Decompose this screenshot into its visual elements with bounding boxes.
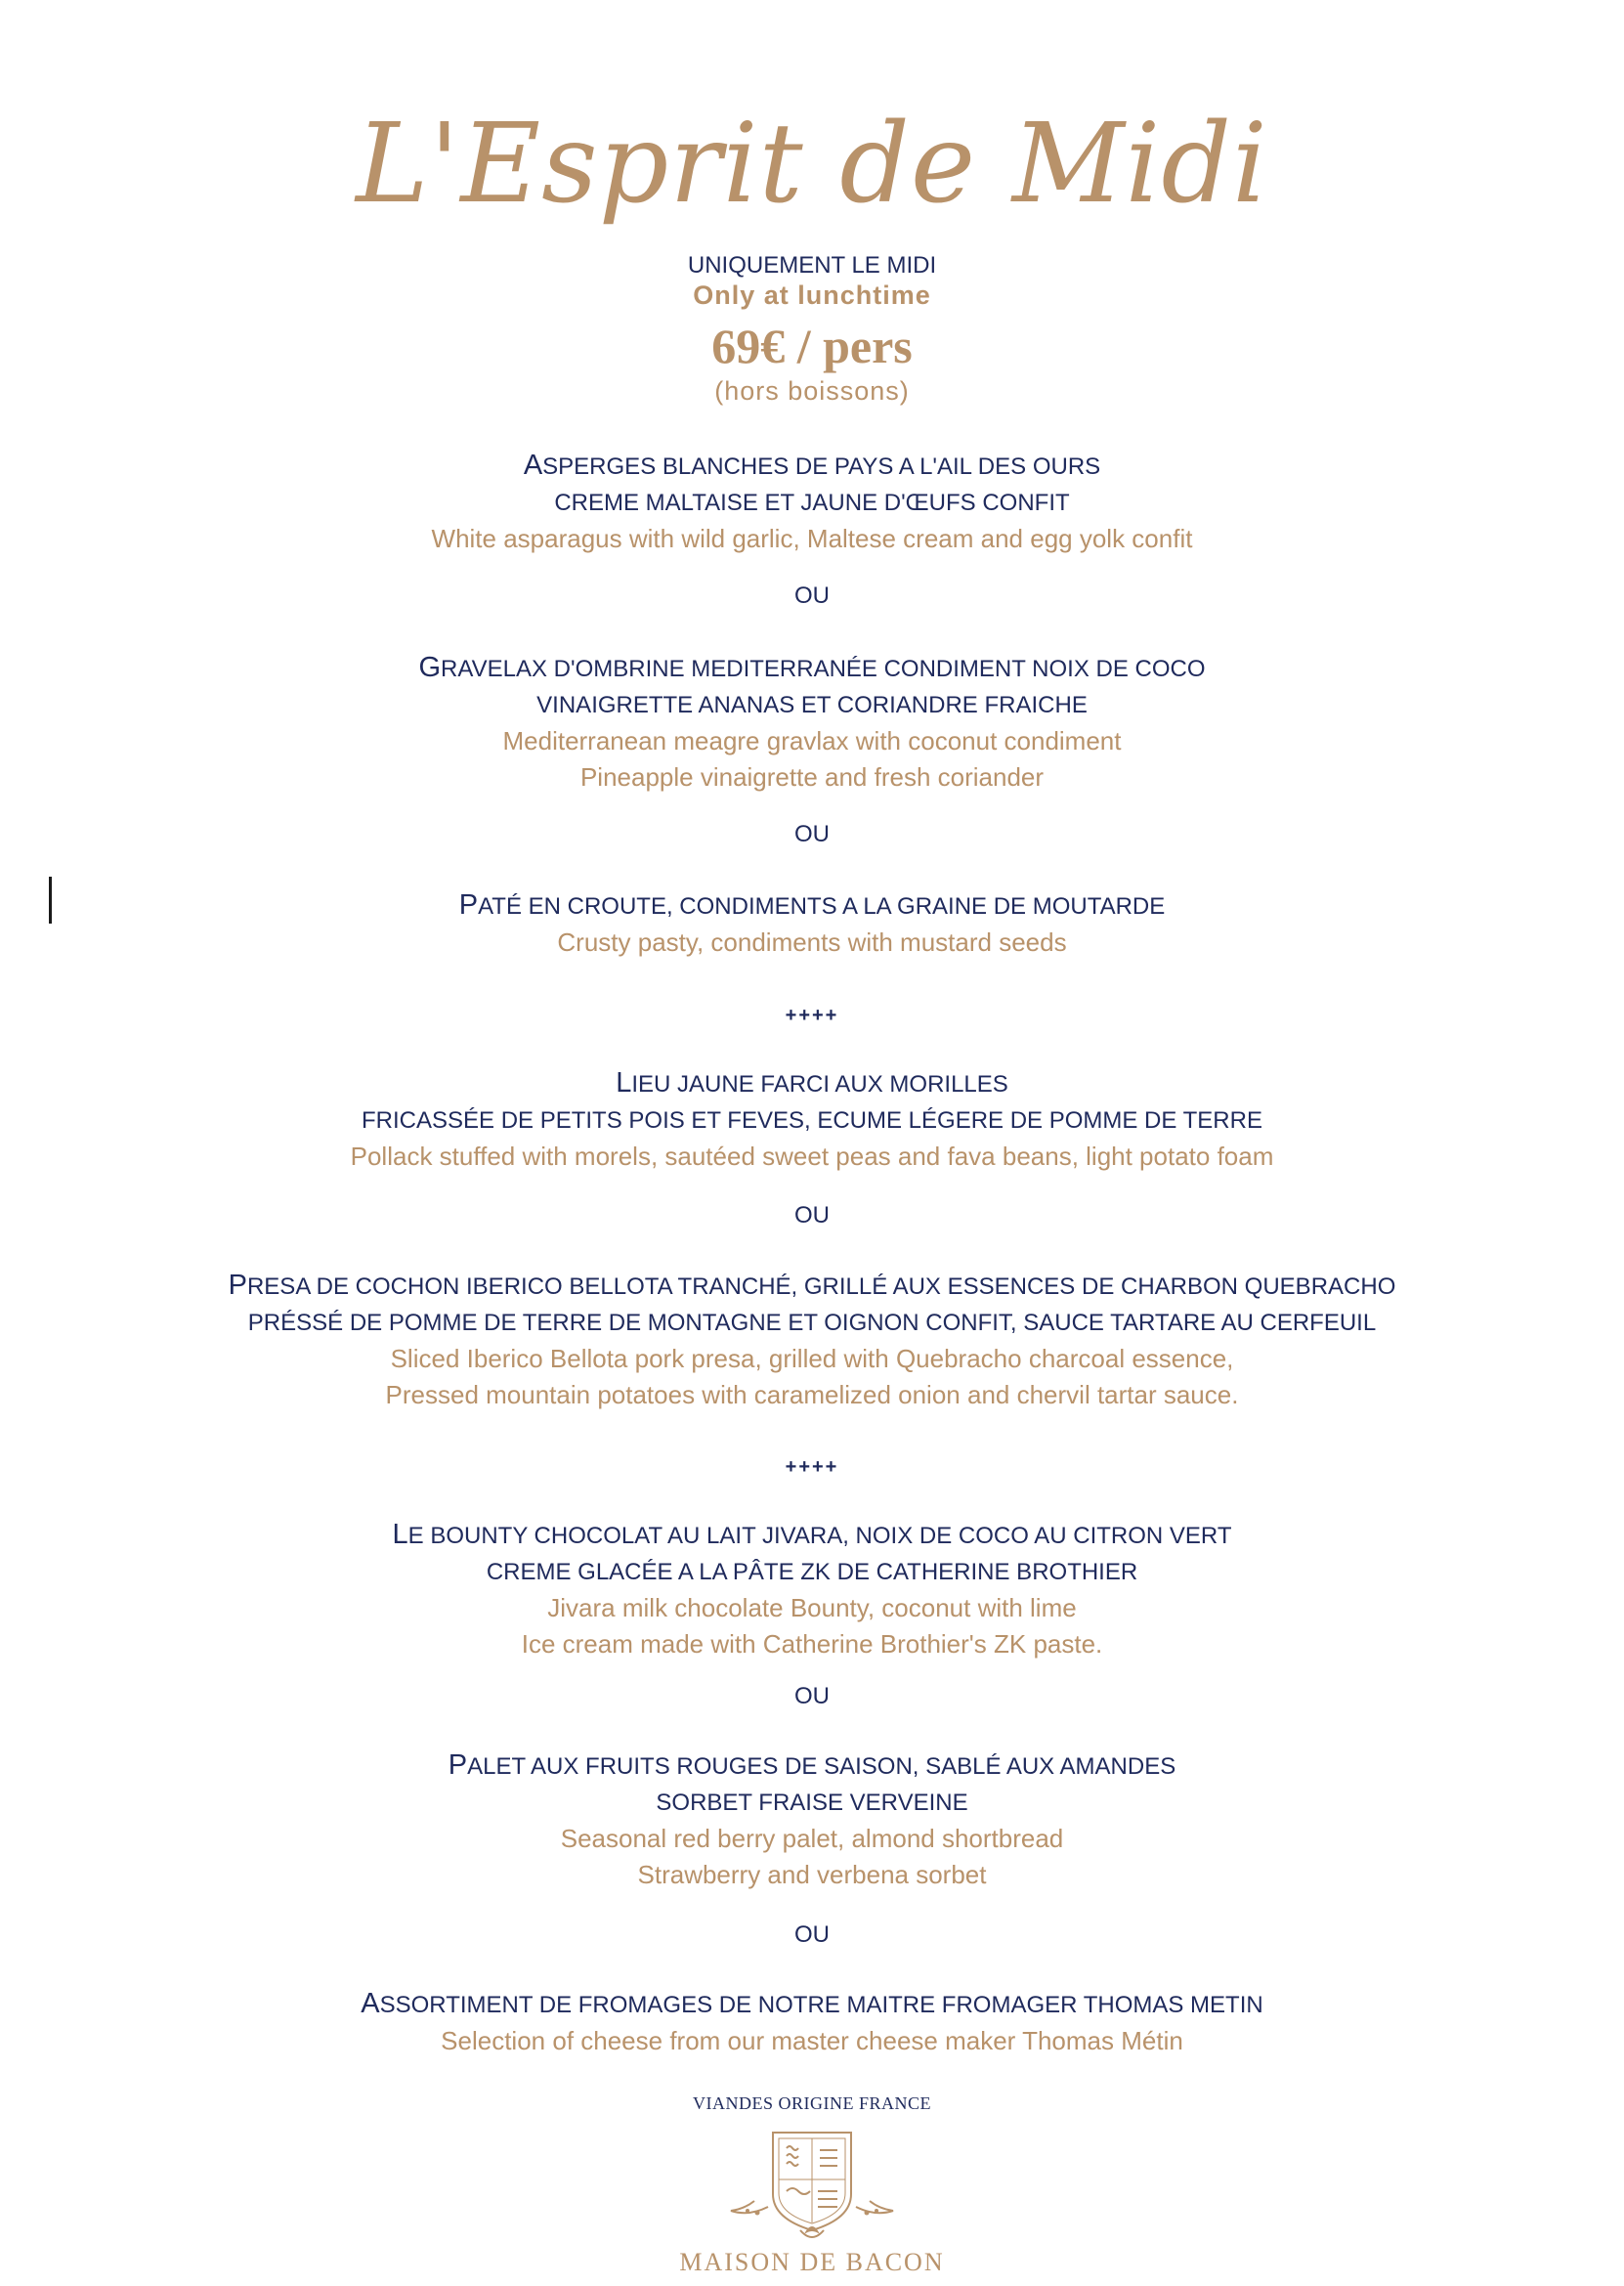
dish-title-fr: GRAVELAX D'OMBRINE MEDITERRANÉE CONDIMENT NOIX DE COCO bbox=[418, 652, 1206, 683]
dish-bounty bbox=[0, 1517, 1624, 1662]
dish-description-en: Selection of cheese from our master cheese maker Thomas Métin bbox=[441, 2026, 1183, 2055]
or-divider: OU bbox=[794, 1202, 830, 1229]
or-divider: OU bbox=[794, 1683, 830, 1709]
dish-palet-fruits-rouges bbox=[0, 1747, 1624, 1893]
lunch-only-fr: UNIQUEMENT LE MIDI bbox=[687, 252, 937, 279]
meat-origin-note: VIANDES ORIGINE FRANCE bbox=[693, 2093, 931, 2113]
dish-description-en-2: Pressed mountain potatoes with caramelized onion and chervil tartar sauce. bbox=[385, 1380, 1239, 1409]
dish-subtitle-fr: CREME MALTAISE ET JAUNE D'ŒUFS CONFIT bbox=[554, 490, 1070, 516]
dish-pate-en-croute bbox=[0, 887, 1624, 961]
maison-de-bacon-logo bbox=[714, 2121, 910, 2258]
dish-description-en: Crusty pasty, condiments with mustard seeds bbox=[557, 927, 1067, 957]
dish-description-en: Jivara milk chocolate Bounty, coconut with lime bbox=[547, 1593, 1077, 1622]
dish-subtitle-fr: CREME GLACÉE A LA PÂTE ZK DE CATHERINE BROTHIER bbox=[486, 1559, 1138, 1585]
or-divider: OU bbox=[794, 821, 830, 847]
brand-name: MAISON DE BACON bbox=[679, 2248, 945, 2276]
dish-title-fr: PATÉ EN CROUTE, CONDIMENTS A LA GRAINE DE MOUTARDE bbox=[458, 889, 1166, 921]
dish-description-en-2: Pineapple vinaigrette and fresh coriander bbox=[579, 762, 1045, 792]
dish-presa-iberico bbox=[0, 1268, 1624, 1413]
dish-asperges bbox=[0, 448, 1624, 557]
dish-subtitle-fr: PRÉSSÉ DE POMME DE TERRE DE MONTAGNE ET OIGNON CONFIT, SAUCE TARTARE AU CERFEUIL bbox=[247, 1310, 1377, 1336]
dish-title-fr: PALET AUX FRUITS ROUGES DE SAISON, SABLÉ AUX AMANDES bbox=[448, 1749, 1176, 1781]
or-divider: OU bbox=[794, 582, 830, 609]
dish-description-en: Sliced Iberico Bellota pork presa, grilled with Quebracho charcoal essence, bbox=[390, 1344, 1234, 1373]
dish-title-fr: LE BOUNTY CHOCOLAT AU LAIT JIVARA, NOIX DE COCO AU CITRON VERT bbox=[392, 1519, 1232, 1550]
dish-description-en-2: Ice cream made with Catherine Brothier's ZK paste. bbox=[521, 1629, 1103, 1659]
or-divider: OU bbox=[794, 1921, 830, 1948]
dish-description-en: Pollack stuffed with morels, sautéed sweet peas and fava beans, light potato foam bbox=[350, 1142, 1274, 1171]
dish-title-fr: LIEU JAUNE FARCI AUX MORILLES bbox=[616, 1067, 1008, 1099]
dish-gravelax bbox=[0, 650, 1624, 796]
dish-subtitle-fr: VINAIGRETTE ANANAS ET CORIANDRE FRAICHE bbox=[536, 692, 1088, 718]
dish-subtitle-fr: SORBET FRAISE VERVEINE bbox=[656, 1790, 968, 1816]
menu-title: L'Esprit de Midi bbox=[356, 101, 1268, 228]
course-separator: ++++ bbox=[785, 1456, 839, 1478]
price-note: (hors boissons) bbox=[714, 376, 910, 406]
dish-title-fr: ASSORTIMENT DE FROMAGES DE NOTRE MAITRE FROMAGER THOMAS METIN bbox=[361, 1988, 1263, 2019]
dish-description-en: Seasonal red berry palet, almond shortbread bbox=[560, 1824, 1064, 1853]
dish-title-fr: PRESA DE COCHON IBERICO BELLOTA TRANCHÉ, GRILLÉ AUX ESSENCES DE CHARBON QUEBRACHO bbox=[228, 1270, 1396, 1301]
lunch-only-en: Only at lunchtime bbox=[693, 280, 931, 310]
dish-lieu-jaune bbox=[0, 1065, 1624, 1175]
dish-description-en-2: Strawberry and verbena sorbet bbox=[637, 1860, 987, 1889]
dish-fromages bbox=[0, 1986, 1624, 2059]
menu-price: 69€ / pers bbox=[711, 319, 913, 373]
dish-title-fr: ASPERGES BLANCHES DE PAYS A L'AIL DES OURS bbox=[523, 450, 1101, 481]
course-separator: ++++ bbox=[785, 1005, 839, 1026]
dish-description-en: Mediterranean meagre gravlax with coconut condiment bbox=[502, 726, 1122, 755]
dish-description-en: White asparagus with wild garlic, Maltese cream and egg yolk confit bbox=[431, 524, 1193, 553]
dish-subtitle-fr: FRICASSÉE DE PETITS POIS ET FEVES, ECUME LÉGERE DE POMME DE TERRE bbox=[362, 1107, 1262, 1134]
